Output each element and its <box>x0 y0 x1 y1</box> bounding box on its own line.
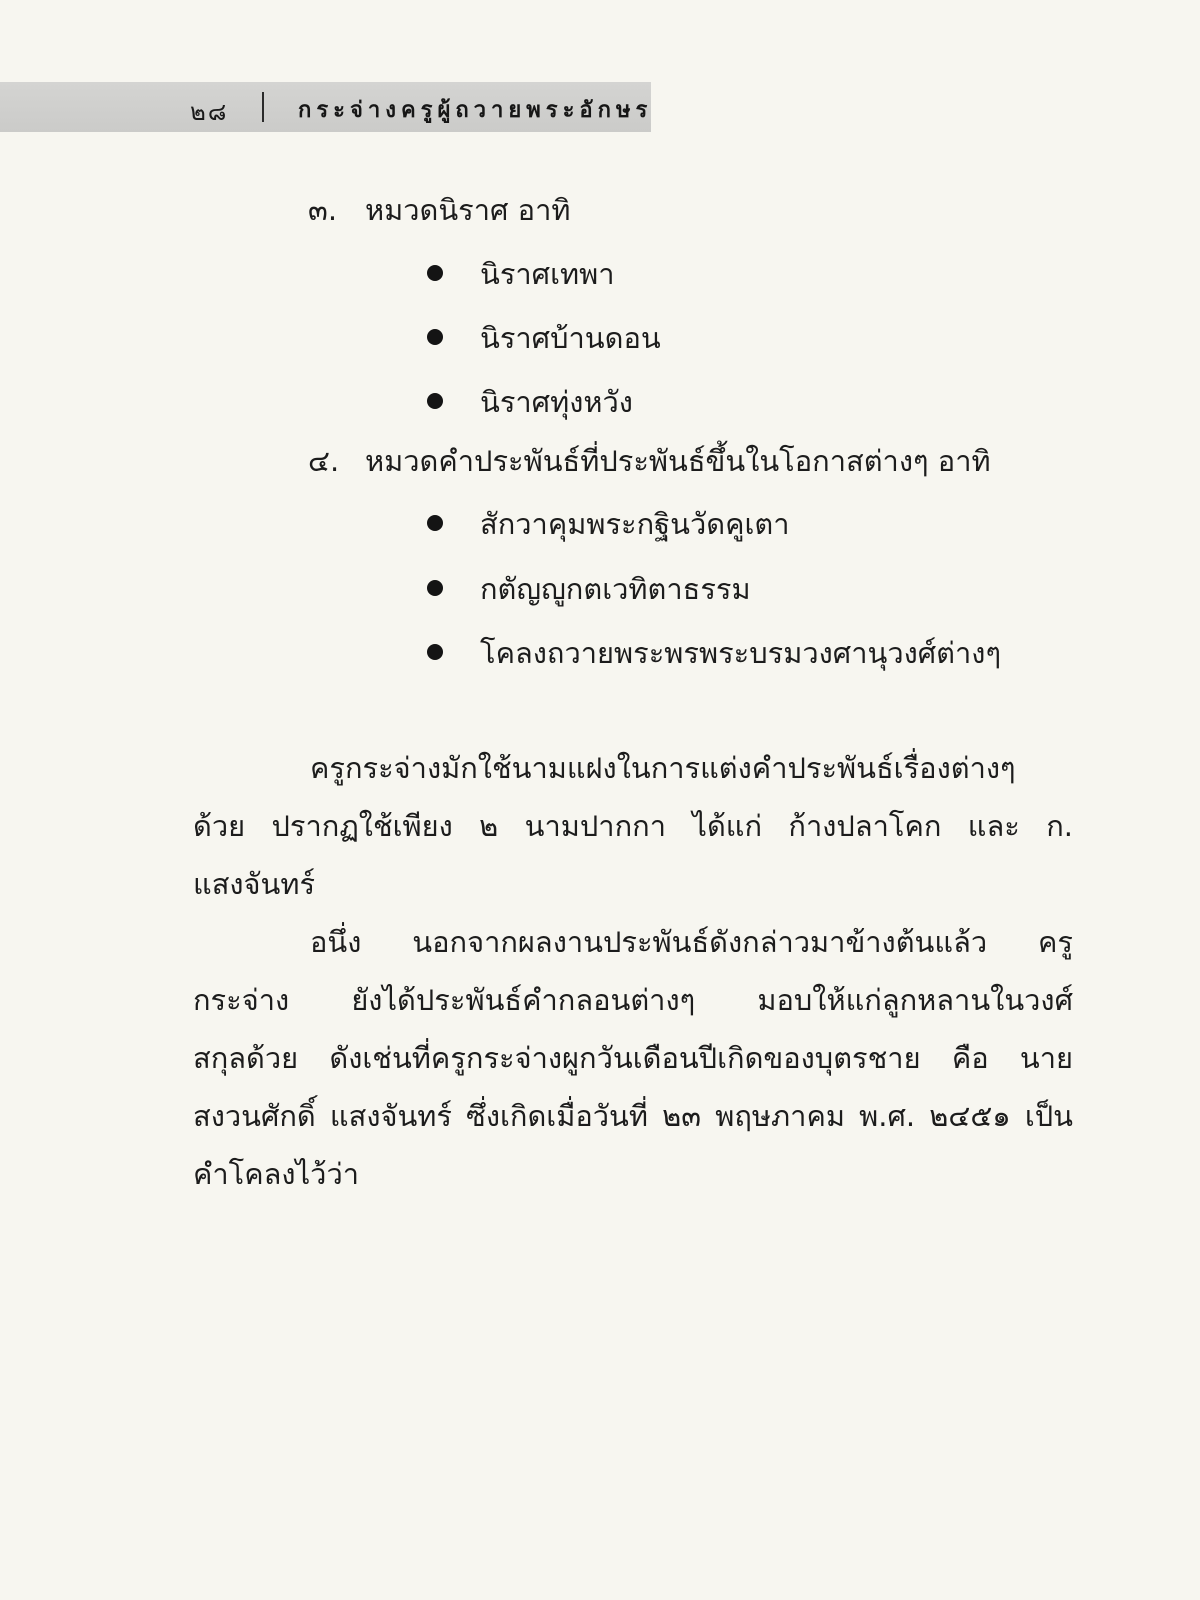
section-number: ๔. <box>308 444 340 478</box>
section-number: ๓. <box>308 193 338 227</box>
bullet-icon <box>427 515 443 531</box>
list-item: นิราศทุ่งหวัง <box>480 385 633 419</box>
header-divider <box>262 92 264 122</box>
section-heading: หมวดนิราศ อาทิ <box>365 193 571 227</box>
paragraph-line: กระจ่าง ยังได้ประพันธ์คำกลอนต่างๆ มอบให้แก่ลูกหลานในวงศ์ <box>193 983 1073 1017</box>
paragraph-line: สกุลด้วย ดังเช่นที่ครูกระจ่างผูกวันเดือนปีเกิดของบุตรชาย คือ นาย <box>193 1041 1073 1075</box>
list-item: โคลงถวายพระพรพระบรมวงศานุวงศ์ต่างๆ <box>480 636 1002 670</box>
bullet-icon <box>427 329 443 345</box>
paragraph-line: อนึ่ง นอกจากผลงานประพันธ์ดังกล่าวมาข้างต้นแล้ว ครู <box>310 925 1073 959</box>
paragraph-line: ครูกระจ่างมักใช้นามแฝงในการแต่งคำประพันธ์เรื่องต่างๆ <box>310 751 1016 785</box>
running-header-title: กระจ่างครูผู้ถวายพระอักษร <box>298 98 653 123</box>
paragraph-line: คำโคลงไว้ว่า <box>193 1157 360 1191</box>
paragraph-line: สงวนศักดิ์ แสงจันทร์ ซึ่งเกิดเมื่อวันที่ ๒๓ พฤษภาคม พ.ศ. ๒๔๕๑ เป็น <box>193 1099 1073 1133</box>
bullet-icon <box>427 393 443 409</box>
list-item: นิราศบ้านดอน <box>480 321 661 355</box>
list-item: นิราศเทพา <box>480 257 615 291</box>
paragraph-line: แสงจันทร์ <box>193 867 316 901</box>
list-item: กตัญญูกตเวทิตาธรรม <box>480 572 751 606</box>
bullet-icon <box>427 644 443 660</box>
section-heading: หมวดคำประพันธ์ที่ประพันธ์ขึ้นในโอกาสต่างๆ อาทิ <box>365 444 991 478</box>
bullet-icon <box>427 265 443 281</box>
bullet-icon <box>427 580 443 596</box>
paragraph-line: ด้วย ปรากฏใช้เพียง ๒ นามปากกา ได้แก่ ก้างปลาโคก และ ก. <box>193 809 1073 843</box>
list-item: สักวาคุมพระกฐินวัดคูเตา <box>480 507 790 541</box>
page-number: ๒๘ <box>190 98 229 126</box>
